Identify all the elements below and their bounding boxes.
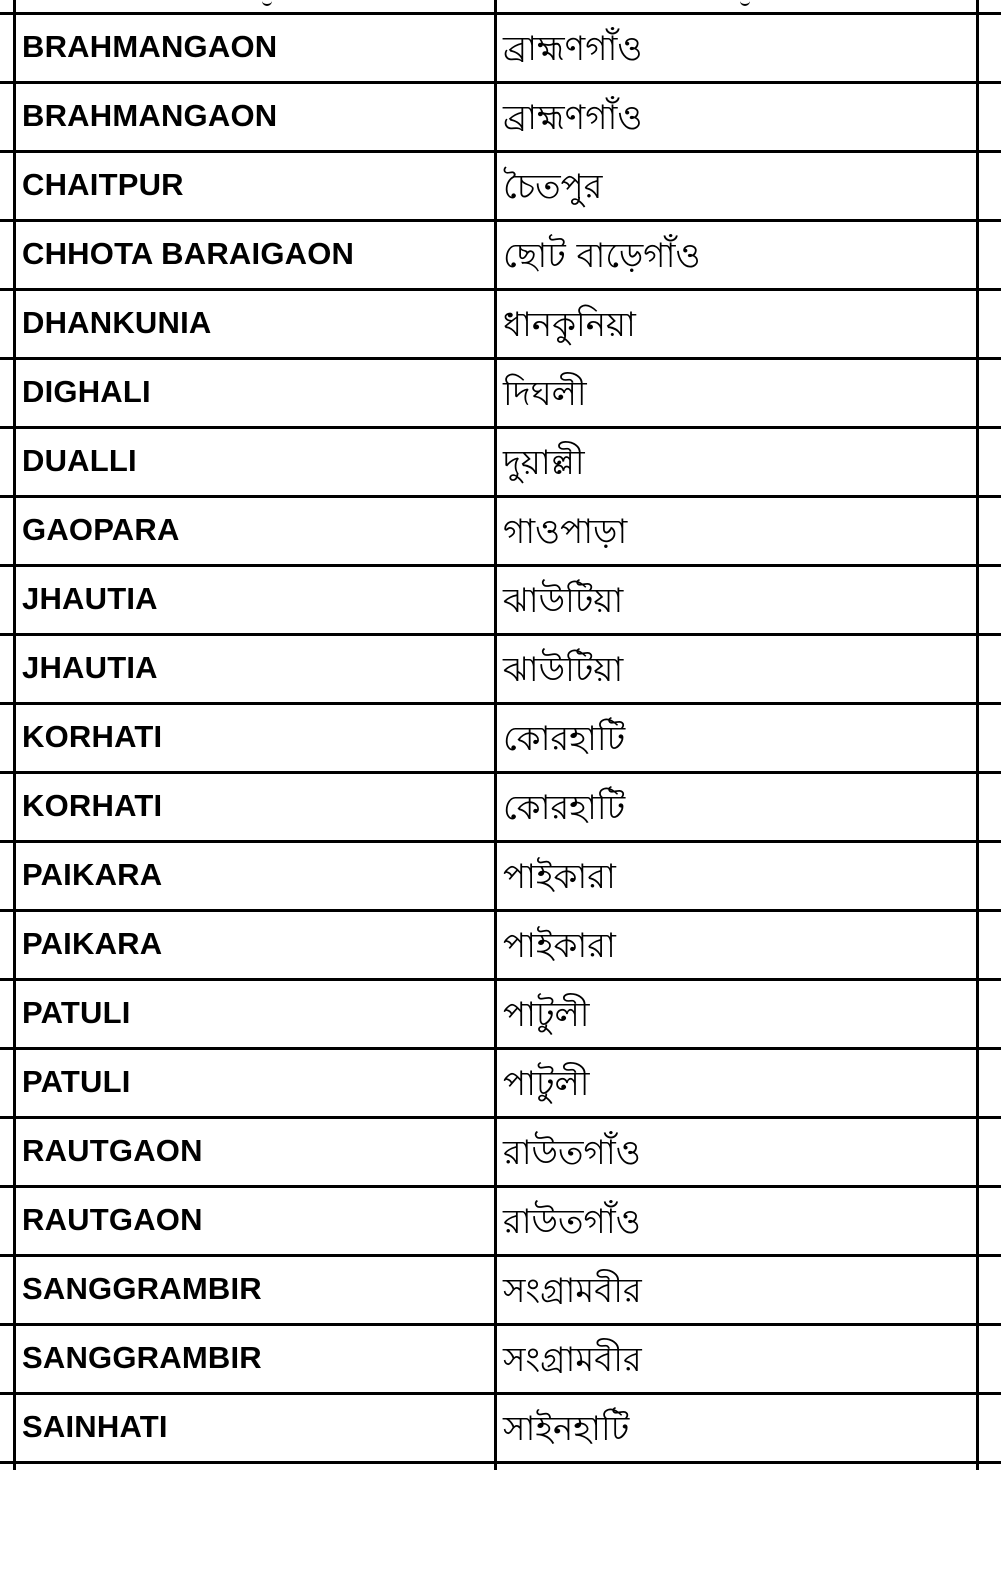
table-right-border <box>976 0 979 1470</box>
english-name-cell: RAUTGAON <box>22 1202 203 1237</box>
bengali-name-cell: চৈতপুর <box>503 167 603 207</box>
bengali-name-cell: সংগ্রামবীর <box>503 1340 642 1380</box>
bengali-name-cell: পাটুলী <box>503 995 590 1035</box>
english-name-cell: KORHATI <box>22 719 163 754</box>
english-name-cell: JHAUTIA <box>22 581 158 616</box>
table-column-divider <box>494 0 497 1470</box>
bengali-name-cell: রাউতগাঁও <box>503 1202 641 1242</box>
bengali-name-cell: ব্রাহ্মণগাঁও <box>503 29 643 69</box>
bengali-name-cell: গাওপাড়া <box>503 512 628 552</box>
bengali-name-cell: কোরহাটি <box>503 719 626 759</box>
english-name-cell: RAUTGAON <box>22 1133 203 1168</box>
english-name-cell: PATULI <box>22 1064 131 1099</box>
table-row <box>0 771 1001 840</box>
table-row <box>0 150 1001 219</box>
english-name-cell: CHAITPUR <box>22 167 184 202</box>
english-name-cell: PATULI <box>22 995 131 1030</box>
english-name-cell: BRAHMANGAON <box>22 29 278 64</box>
english-name-cell: SANGGRAMBIR <box>22 1340 262 1375</box>
table-row <box>0 288 1001 357</box>
village-name-table <box>0 12 1001 1464</box>
bengali-name-cell: ঝাউটিয়া <box>503 650 624 690</box>
bengali-name-cell: কোরহাটি <box>503 788 626 828</box>
english-name-cell: DHANKUNIA <box>22 305 212 340</box>
table-row <box>0 81 1001 150</box>
english-name-cell: KORHATI <box>22 788 163 823</box>
bengali-name-cell: ব্রাহ্মণগাঁও <box>503 98 643 138</box>
table-row <box>0 219 1001 288</box>
table-row <box>0 978 1001 1047</box>
english-name-cell: SANGGRAMBIR <box>22 1271 262 1306</box>
bengali-name-cell: ঝাউটিয়া <box>503 581 624 621</box>
table-row <box>0 1392 1001 1464</box>
table-row <box>0 564 1001 633</box>
table-row <box>0 909 1001 978</box>
table-row <box>0 12 1001 81</box>
cut-off-header-glyph <box>740 0 750 6</box>
bengali-name-cell: সংগ্রামবীর <box>503 1271 642 1311</box>
table-row <box>0 1185 1001 1254</box>
english-name-cell: DIGHALI <box>22 374 151 409</box>
table-row <box>0 495 1001 564</box>
bengali-name-cell: ধানকুনিয়া <box>503 305 636 345</box>
bengali-name-cell: দিঘলী <box>503 374 587 414</box>
table-row <box>0 1323 1001 1392</box>
bengali-name-cell: ছোট বাড়েগাঁও <box>503 236 701 276</box>
english-name-cell: GAOPARA <box>22 512 180 547</box>
table-row <box>0 633 1001 702</box>
bengali-name-cell: পাইকারা <box>503 857 616 897</box>
bengali-name-cell: রাউতগাঁও <box>503 1133 641 1173</box>
cut-off-header-glyph <box>262 0 272 6</box>
english-name-cell: SAINHATI <box>22 1409 168 1444</box>
table-row <box>0 426 1001 495</box>
bengali-name-cell: সাইনহাটি <box>503 1409 630 1449</box>
english-name-cell: PAIKARA <box>22 926 163 961</box>
table-row <box>0 357 1001 426</box>
table-row <box>0 1254 1001 1323</box>
english-name-cell: BRAHMANGAON <box>22 98 278 133</box>
bengali-name-cell: দুয়াল্লী <box>503 443 585 483</box>
english-name-cell: PAIKARA <box>22 857 163 892</box>
table-row <box>0 702 1001 771</box>
english-name-cell: JHAUTIA <box>22 650 158 685</box>
table-row <box>0 1047 1001 1116</box>
english-name-cell: CHHOTA BARAIGAON <box>22 236 355 271</box>
table-left-border <box>13 0 16 1470</box>
bengali-name-cell: পাটুলী <box>503 1064 590 1104</box>
table-row <box>0 1116 1001 1185</box>
english-name-cell: DUALLI <box>22 443 137 478</box>
bengali-name-cell: পাইকারা <box>503 926 616 966</box>
table-row <box>0 840 1001 909</box>
